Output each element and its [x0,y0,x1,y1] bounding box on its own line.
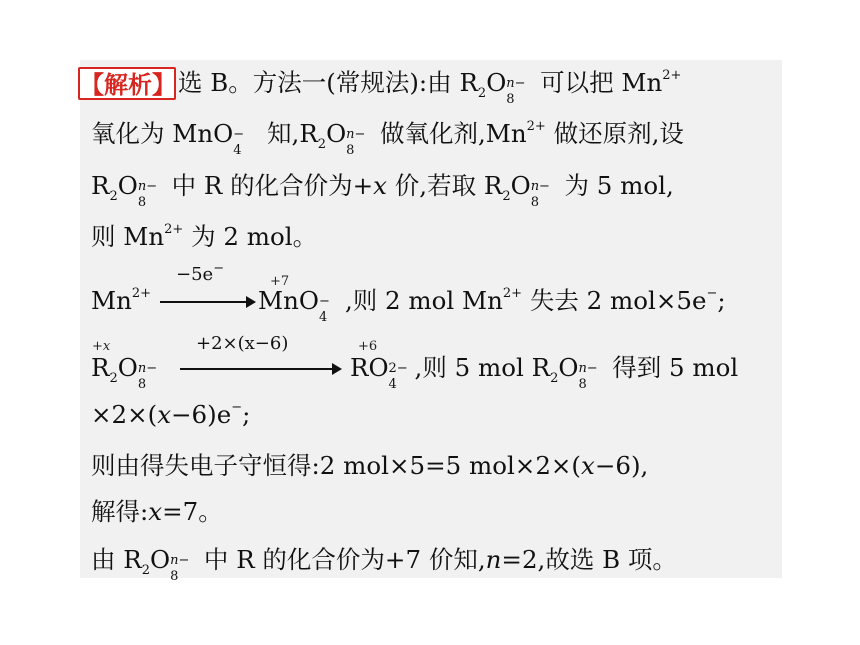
line-2: 氧化为 MnO − 4 知,R2O n− 8 做氧化剂,Mn2+ 做还原剂,设 [91,119,684,158]
line-1: 选 B。方法一(常规法):由 R2O n− 8 可以把 Mn2+ [178,68,682,107]
oxidation-state-mn: +7 [270,274,290,289]
line-9: 解得:x=7。 [91,497,223,526]
line-8: 则由得失电子守恒得:2 mol×5=5 mol×2×(x−6), [91,451,649,480]
arrow-label-2: +2×(x−6) [196,333,289,354]
line-6-right: RO 2− 4 ,则 5 mol R2O n− 8 得到 5 mol [350,353,739,392]
reaction-arrow-1 [160,301,254,303]
analysis-tag: 【解析】 [78,67,176,100]
reaction-arrow-2 [180,368,340,370]
line-7: ×2×(x−6)e−; [91,400,251,429]
line-5: Mn2+ [91,286,152,315]
line-10: 由 R2O n− 8 中 R 的化合价为+7 价知,n=2,故选 B 项。 [91,545,677,584]
line-3: R2O n− 8 中 R 的化合价为+x 价,若取 R2O n− 8 为 5 mol, [91,171,674,210]
oxidation-state-r: +x [92,339,111,354]
line-4: 则 Mn2+ 为 2 mol。 [91,222,318,251]
line-5-right: MnO − 4 ,则 2 mol Mn2+ 失去 2 mol×5e−; [258,286,726,325]
line-6: R2O n− 8 [91,353,158,392]
arrow-label-1: −5e− [176,261,225,285]
oxidation-state-r-product: +6 [358,339,378,354]
